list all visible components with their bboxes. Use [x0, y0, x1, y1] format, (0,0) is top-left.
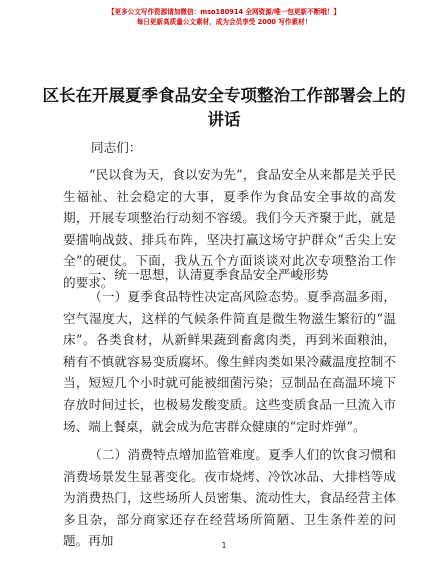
greeting: 同志们：: [91, 140, 142, 155]
section-heading-1: 一、统一思想，认清夏季食品安全严峻形势: [89, 267, 329, 282]
paragraph-consumption: （二）消费特点增加监管难度。夏季人们的饮食习惯和消费场景发生显著变化。夜市烧烤、冷饮冰品、大排档等成为消费热门，这些场所人员密集、流动性大，食品经营主体多且杂，部分商家还存在经营场所简陋、卫生条件差的问题。再加: [63, 447, 396, 549]
promo-banner: [0, 7, 448, 27]
paragraph-intro: “民以食为天，食以安为先”，食品安全从来都是关乎民生福祉、社会稳定的大事，夏季作为食品安全事故的高发期，开展专项整治行动刻不容缓。我们今天齐聚于此，就是要擂响战鼓、排兵布阵，坚决打赢这场守护群众“舌尖上安全”的硬仗。下面，我从五个方面谈谈对此次专项整治工作的要求。: [63, 167, 396, 290]
document-title: 区长在开展夏季食品安全专项整治工作部署会上的讲话: [42, 86, 406, 129]
paragraph-food-risk: （一）夏季食品特性决定高风险态势。夏季高温多雨，空气湿度大，这样的气候条件简直是微生物滋生繁衍的“温床”。各类食材，从新鲜果蔬到畜禽肉类，再到米面粮油，稍有不慎就容易变质腐坏。像生鲜肉类如果冷藏温度控制不当，短短几个小时就可能被细菌污染；豆制品在高温环境下存放时间过长，也极易发酸变质。这些变质食品一旦流入市场、端上餐桌，就会成为危害群众健康的“定时炸弹”。: [63, 289, 396, 434]
promo-banner-line-2: 每日更新高质量公文素材，成为会员享受 2000 写作素材！: [136, 18, 312, 26]
promo-banner-line-1: 【更多公文写作资源请加微信：mso180914 全网资源/唯一包更新不断哦！】: [107, 8, 341, 16]
page-number: 1: [221, 541, 227, 550]
